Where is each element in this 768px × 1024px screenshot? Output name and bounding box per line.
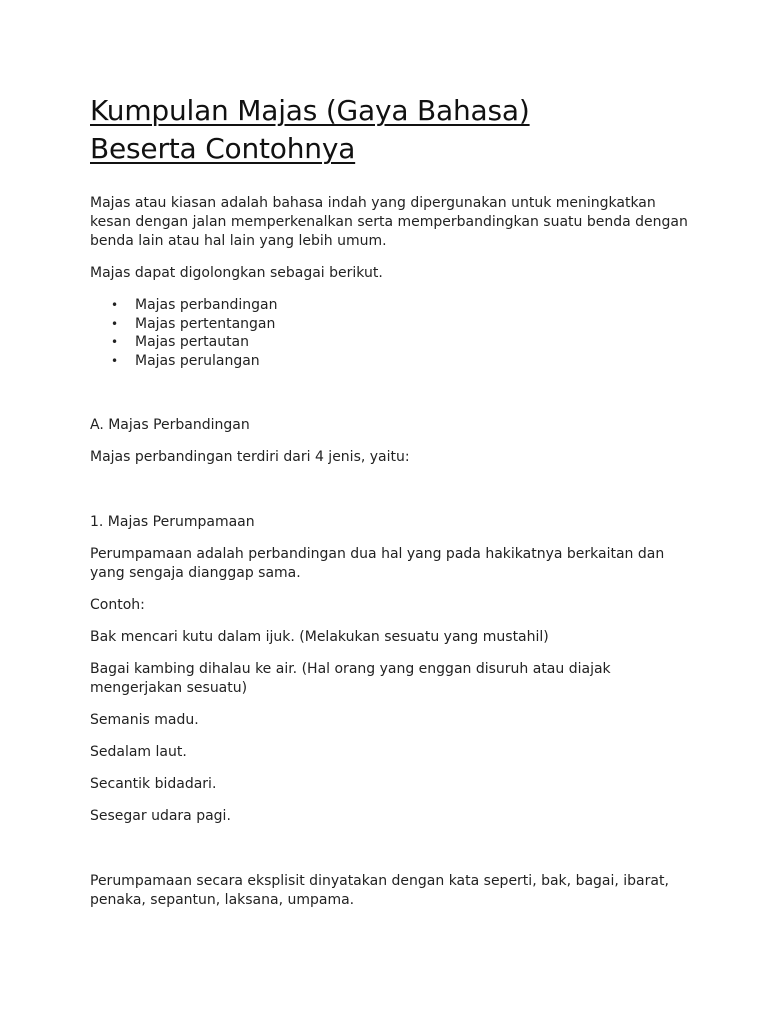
example-item: Semanis madu. [90, 712, 199, 728]
classification-sentence: Majas dapat digolongkan sebagai berikut. [90, 265, 383, 281]
title-line-2: Beserta Contohnya [90, 132, 356, 165]
example-item: Bagai kambing dihalau ke air. (Hal orang yang enggan disuruh atau diajak mengerjakan sesuatu) [90, 661, 611, 696]
example-label: Contoh: [90, 597, 145, 613]
list-item: • Majas pertentangan [111, 315, 276, 332]
example-item: Sesegar udara pagi. [90, 808, 231, 824]
document-title [90, 92, 690, 168]
title-line-1: Kumpulan Majas (Gaya Bahasa) [90, 94, 530, 127]
example-item: Secantik bidadari. [90, 776, 217, 792]
section-a-text: Majas perbandingan terdiri dari 4 jenis, yaitu: [90, 449, 410, 465]
list-item: • Majas perulangan [111, 352, 260, 369]
bullet-icon: • [111, 298, 119, 312]
list-item: • Majas perbandingan [111, 297, 278, 313]
subsection-1-definition: Perumpamaan adalah perbandingan dua hal yang pada hakikatnya berkaitan dan yang sengaja dianggap sama. [90, 546, 665, 581]
bullet-icon: • [111, 316, 119, 331]
bullet-icon: • [111, 335, 119, 349]
document-page [90, 92, 690, 910]
intro-paragraph: Majas atau kiasan adalah bahasa indah yang dipergunakan untuk meningkatkan kesan dengan jalan memperkenalkan serta memperbandingkan suatu benda dengan benda lain atau hal lain yang lebih umum. [90, 195, 688, 249]
subsection-1-heading: 1. Majas Perumpamaan [90, 514, 255, 530]
list-item: • Majas pertautan [111, 334, 250, 350]
example-item: Sedalam laut. [90, 744, 187, 760]
example-item: Bak mencari kutu dalam ijuk. (Melakukan sesuatu yang mustahil) [90, 629, 549, 645]
bullet-icon: • [111, 353, 119, 368]
majas-types-list [90, 296, 690, 370]
explicit-note: Perumpamaan secara eksplisit dinyatakan dengan kata seperti, bak, bagai, ibarat, penaka, sepantun, laksana, umpama. [90, 873, 669, 908]
section-a-heading: A. Majas Perbandingan [90, 417, 250, 433]
